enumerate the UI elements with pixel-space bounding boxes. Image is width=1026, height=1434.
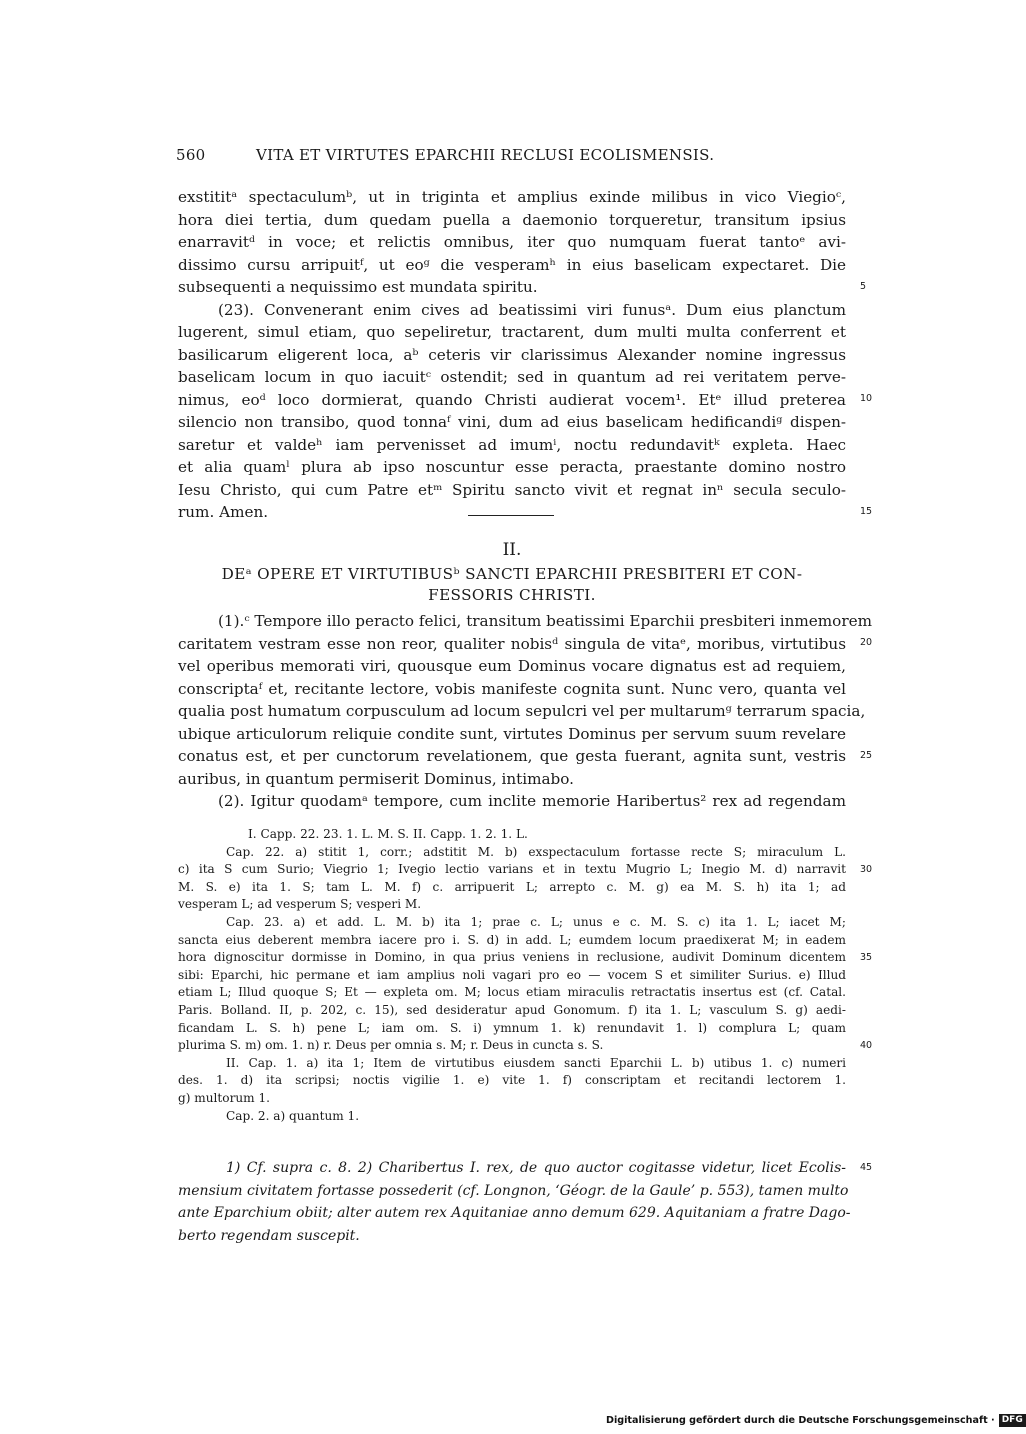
text-block-2 xyxy=(178,610,873,813)
running-head xyxy=(176,146,846,166)
line-number: 15 xyxy=(860,506,873,517)
text-line: qualia post humatum corpusculum ad locum sepulcri vel per multarumᵍ terrarum spacia, xyxy=(178,702,866,720)
line-number: 35 xyxy=(860,952,873,963)
digitization-credit xyxy=(606,1413,1026,1429)
apparatus-line: c) ita S cum Surio; Viegrio 1; Ivegio lectio varians et in textu Mugrio L; Inegio M. d) narravit xyxy=(178,862,846,877)
apparatus-line: etiam L; Illud quoque S; Et — expleta om. M; locus etiam miraculis retractatis insertus est (cf. Catal. xyxy=(178,985,846,1000)
apparatus-line: Paris. Bolland. II, p. 202, c. 15), sed desideratur apud Gonomum. f) ita 1. L; vasculum S. g) aedi- xyxy=(178,1002,846,1017)
text-line: silencio non transibo, quod tonnaᶠ vini, dum ad eius baselicam hedificandiᵍ dispen- xyxy=(178,413,846,431)
apparatus-line: sibi: Eparchi, hic permane et iam amplius noli vagari pro eo — vocem S et similiter Surius. e) Illud xyxy=(178,967,846,982)
apparatus-line: ficandam L. S. h) pene L; iam om. S. i) ymnum 1. k) renundavit 1. l) complura L; quam xyxy=(178,1020,846,1035)
apparatus-line: des. 1. d) ita scripsi; noctis vigilie 1. e) vite 1. f) conscriptam et recitandi lectorem 1. xyxy=(178,1073,846,1088)
text-line: auribus, in quantum permiserit Dominus, intimabo. xyxy=(178,769,574,788)
text-line: et alia quamˡ plura ab ipso noscuntur esse peracta, praestante domino nostro xyxy=(178,458,846,476)
apparatus-line: vesperam L; ad vesperum S; vesperi M. xyxy=(178,897,422,912)
line-number: 5 xyxy=(860,281,867,292)
line-number: 40 xyxy=(860,1040,873,1051)
line-number: 25 xyxy=(860,750,873,761)
credit-text: Digitalisierung gefördert durch die Deutsche Forschungsgemeinschaft · xyxy=(606,1415,995,1426)
apparatus-line: I. Capp. 22. 23. 1. L. M. S. II. Capp. 1. 2. 1. L. xyxy=(248,827,528,841)
text-line: basilicarum eligerent loca, aᵇ ceteris vir clarissimus Alexander nomine ingressus xyxy=(178,345,846,364)
section-divider xyxy=(468,515,554,516)
apparatus-line: plurima S. m) om. 1. n) r. Deus per omnia s. M; r. Deus in cuncta s. S. xyxy=(178,1038,604,1053)
apparatus-line: g) multorum 1. xyxy=(178,1090,270,1105)
line-number: 20 xyxy=(860,637,873,648)
line-number: 10 xyxy=(860,393,873,404)
footnotes xyxy=(178,1157,873,1247)
chapter-number: II. xyxy=(502,540,522,560)
running-title: VITA ET VIRTUTES EPARCHII RECLUSI ECOLISMENSIS. xyxy=(256,146,715,164)
text-line: (23). Convenerant enim cives ad beatissimi viri funusᵃ. Dum eius planctum xyxy=(218,300,846,319)
footnote-line: 1) Cf. supra c. 8. 2) Charibertus I. rex, de quo auctor cogitasse videtur, licet Ecolis- xyxy=(226,1160,846,1176)
text-line: hora diei tertia, dum quedam puella a daemonio torqueretur, transitum ipsius xyxy=(178,210,846,229)
apparatus-line: Cap. 23. a) et add. L. M. b) ita 1; prae c. L; unus e c. M. S. c) ita 1. L; iacet M; xyxy=(226,914,846,929)
page-number: 560 xyxy=(176,146,206,164)
text-line: saretur et valdeʰ iam pervenisset ad imumⁱ, noctu redundavitᵏ expleta. Haec xyxy=(178,435,846,454)
text-line: ubique articulorum reliquie condite sunt, virtutes Dominus per servum suum revelare xyxy=(178,724,846,743)
text-line: enarravitᵈ in voce; et relictis omnibus, iter quo numquam fuerat tantoᵉ avi- xyxy=(178,233,846,251)
apparatus-line: II. Cap. 1. a) ita 1; Item de virtutibus eiusdem sancti Eparchii L. b) utibus 1. c) numeri xyxy=(226,1055,846,1070)
text-line: (1).ᶜ Tempore illo peracto felici, transitum beatissimi Eparchii presbiteri inmemorem xyxy=(218,612,872,630)
text-line: lugerent, simul etiam, quo sepeliretur, tractarent, dum multi multa conferrent et xyxy=(178,323,846,341)
text-block-1 xyxy=(178,186,873,524)
dfg-logo: DFG xyxy=(999,1414,1026,1427)
footnote-line: ante Eparchium obiit; alter autem rex Aquitaniae anno demum 629. Aquitaniam a fratre Dago- xyxy=(178,1205,851,1221)
text-line: baselicam locum in quo iacuitᶜ ostendit; sed in quantum ad rei veritatem perve- xyxy=(178,368,846,386)
apparatus-line: Cap. 2. a) quantum 1. xyxy=(226,1108,360,1123)
text-line: exstititᵃ spectaculumᵇ, ut in triginta et amplius exinde milibus in vico Viegioᶜ, xyxy=(178,188,846,206)
text-line: vel operibus memorati viri, quousque eum Dominus vocare dignatus est ad requiem, xyxy=(178,657,846,675)
text-line: rum. Amen. xyxy=(178,503,269,521)
apparatus-line: hora dignoscitur dormisse in Domino, in qua prius veniens in reclusione, audivit Dominum dicentem xyxy=(178,950,846,965)
apparatus-line: sancta eius deberent membra iacere pro i. S. d) in add. L; eumdem locum praedixerat M; in eadem xyxy=(178,932,846,947)
chapter-title-line-1: DEᵃ OPERE ET VIRTUTIBUSᵇ SANCTI EPARCHII PRESBITERI ET CON- xyxy=(221,565,803,583)
critical-apparatus xyxy=(178,826,873,1125)
text-line: conatus est, et per cunctorum revelationem, que gesta fuerant, agnita sunt, vestris xyxy=(178,747,846,765)
line-number: 30 xyxy=(860,864,873,875)
footnote-line: mensium civitatem fortasse possederit (cf. Longnon, ‘Géogr. de la Gaule’ p. 553), tamen multo xyxy=(178,1182,849,1199)
text-line: dissimo cursu arripuitᶠ, ut eoᵍ die vesperamʰ in eius baselicam expectaret. Die xyxy=(178,255,846,274)
chapter-title-line-2: FESSORIS CHRISTI. xyxy=(428,586,596,604)
text-line: conscriptaᶠ et, recitante lectore, vobis manifeste cognita sunt. Nunc vero, quanta vel xyxy=(178,679,846,698)
footnote-line: berto regendam suscepit. xyxy=(178,1227,360,1244)
apparatus-line: M. S. e) ita 1. S; tam L. M. f) c. arripuerit L; arrepto c. M. g) ea M. S. h) ita 1; ad xyxy=(178,879,846,894)
text-line: caritatem vestram esse non reor, qualiter nobisᵈ singula de vitaᵉ, moribus, virtutibus xyxy=(178,634,846,653)
line-number: 45 xyxy=(860,1162,873,1173)
text-line: (2). Igitur quodamᵃ tempore, cum inclite memorie Haribertus² rex ad regendam xyxy=(218,792,846,810)
apparatus-line: Cap. 22. a) stitit 1, corr.; adstitit M. b) exspectaculum fortasse recte S; miraculum L. xyxy=(226,844,846,859)
text-line: Iesu Christo, qui cum Patre etᵐ Spiritu sancto vivit et regnat inⁿ secula seculo- xyxy=(178,480,846,499)
text-line: subsequenti a nequissimo est mundata spiritu. xyxy=(178,278,538,296)
text-line: nimus, eoᵈ loco dormierat, quando Christi audierat vocem¹. Etᵉ illud preterea xyxy=(178,390,846,409)
